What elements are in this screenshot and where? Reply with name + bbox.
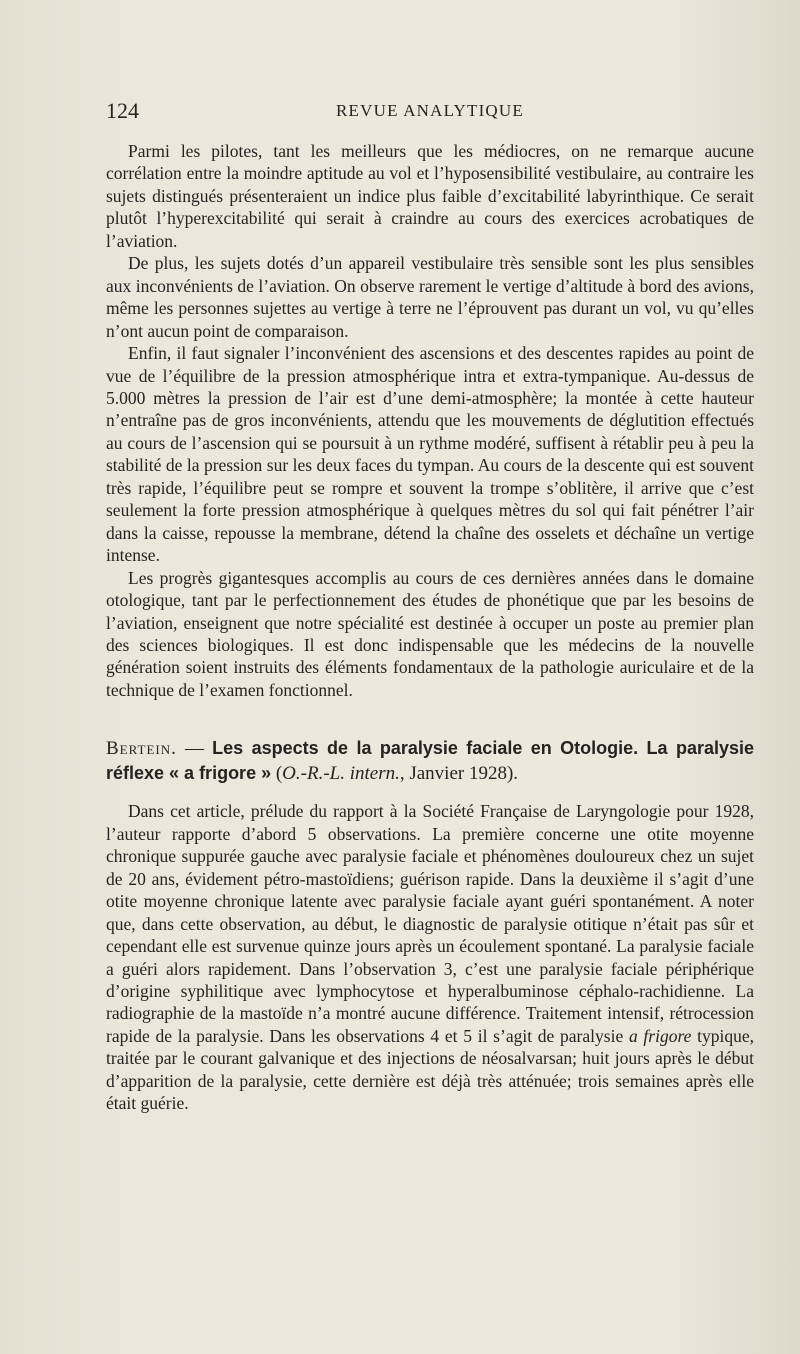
main-text xyxy=(106,140,754,1115)
review-body-paragraph xyxy=(106,800,754,1114)
review-author: Bertein. xyxy=(106,738,177,760)
citation-open: ( xyxy=(271,763,283,785)
citation-journal: O.-R.-L. intern. xyxy=(282,763,400,785)
review-entry xyxy=(106,736,754,1114)
running-title: REVUE ANALYTIQUE xyxy=(336,101,524,120)
intro-paragraph-4: Les progrès gigantesques accomplis au cours de ces dernières années dans le domaine otologique, tant par le perfectionnement des études de phonétique que par les besoins de l’aviation, enseignent que notre spécialité est destinée à occuper un poste au premier plan des sciences biologiques. Il est donc indispensable que les médecins de la nouvelle génération soient instruits des éléments fondamentaux de la pathologie auriculaire et de la technique de l’examen fonctionnel. xyxy=(106,567,754,700)
citation-date: , Janvier 1928). xyxy=(399,763,519,785)
page-header xyxy=(106,98,754,128)
intro-paragraph-3: Enfin, il faut signaler l’inconvénient des ascensions et des descentes rapides au point de vue de l’équilibre de la pression atmosphérique intra et extra-tympanique. Au-dessus de 5.000 mètres la pression de l’air est d’une demi-atmosphère; la montée à cette hauteur n’entraîne pas de gros inconvénients, attendu que les mouvements de déglutition effectués au cours de l’ascension qui se poursuit à un rythme modéré, suffisent à rétablir peu à peu la stabilité de la pression sur les deux faces du tympan. Au cours de la descente qui est souvent très rapide, l’équilibre peut se rompre et souvent la trompe s’oblitère, il arrive que c’est seulement la forte pression atmosphérique à quelques mètres du sol qui fait pénétrer l’air dans la caisse, repousse la membrane, détend la chaîne des osselets et déchaîne un vertige intense. xyxy=(106,343,754,566)
intro-paragraph-1: Parmi les pilotes, tant les meilleurs que les médiocres, on ne remarque aucune corrélation entre la moindre aptitude au vol et l’hyposensibilité vestibulaire, au contraire les sujets distingués présenteraient un indice plus faible d’excitabilité labyrinthique. Ce serait plutôt l’hyperexcitabilité qui serait à craindre au cours des exercices acrobatiques de l’aviation. xyxy=(106,141,754,251)
review-article-title: Les aspects de la paralysie faciale en Otologie. La paralysie réflexe « a frigore » xyxy=(106,738,755,784)
review-body-end: typique, traitée par le courant galvanique et des injections de néosalvarsan; huit jours après le début d’apparition de la paralysie, cette dernière est déjà très atténuée; trois semaines après elle était guérie. xyxy=(106,1025,755,1114)
review-body-start: Dans cet article, prélude du rapport à la Société Française de Laryngologie pour 1928, l’auteur rapporte d’abord 5 observations. La première concerne une otite moyenne chronique suppurée gauche avec paralysie faciale et phénomènes douloureux chez un sujet de 20 ans, évidement pétro-mastoïdiens; guérison rapide. Dans la deuxième il s’agit d’une otite moyenne chronique latente avec paralysie faciale ayant guéri spontanément. A noter que, dans cette observation, au début, le diagnostic de paralysie otitique n’était pas sûr et cependant elle est survenue quinze jours après un écoulement spontané. La paralysie faciale a guéri alors rapidement. Dans l’observation 3, c’est une paralysie faciale périphérique d’origine syphilitique avec lymphocytose et hyperalbuminose céphalo-rachidienne. La radiographie de la mastoïde n’a montré aucune différence. Traitement intensif, rétrocession rapide de la paralysie. Dans les observations 4 et 5 il s’agit de paralysie xyxy=(106,801,754,1046)
review-heading xyxy=(106,736,754,786)
page-number: 124 xyxy=(106,98,139,123)
review-body-italic: a frigore xyxy=(628,1025,692,1046)
intro-paragraph-2: De plus, les sujets dotés d’un appareil vestibulaire très sensible sont les plus sensibles aux inconvénients de l’aviation. On observe rarement le vertige d’altitude à bord des avions, même les personnes sujettes au vertige à terre ne l’éprouvent pas durant un vol, vu qu’elles n’ont aucun point de comparaison. xyxy=(106,253,754,341)
title-separator: — xyxy=(176,738,213,760)
